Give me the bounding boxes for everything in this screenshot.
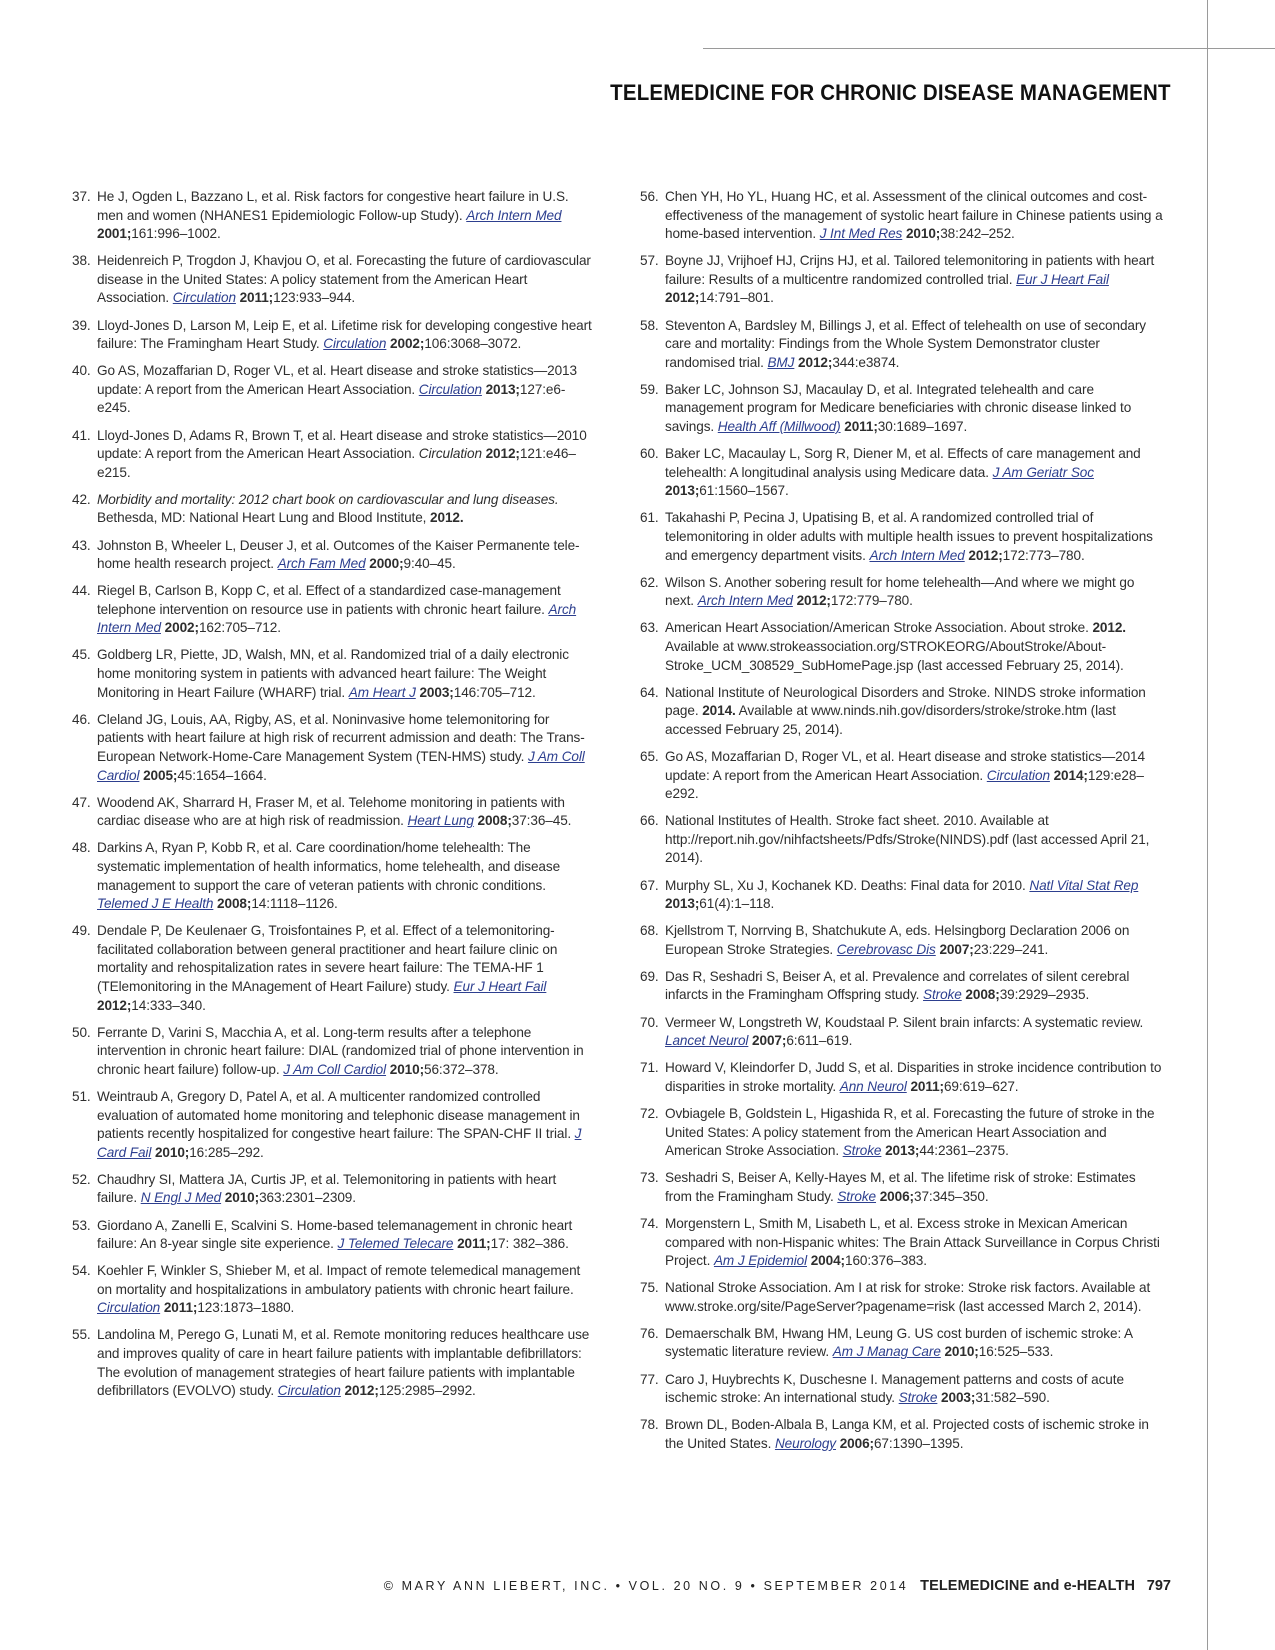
reference-text: Caro J, Huybrechts K, Duschesne I. Management patterns and costs of acute ischemic stroke: An international study.: [665, 1371, 1124, 1406]
reference-number: 64.: [640, 684, 659, 700]
reference-text: Boyne JJ, Vrijhoef HJ, Crijns HJ, et al. Tailored telemonitoring in patients with heart failure: Results of a multicentre randomized controlled trial.: [665, 253, 1155, 287]
reference-year: 2010;: [905, 226, 941, 242]
reference-text: 162:705–712.: [198, 620, 281, 636]
journal-link[interactable]: Telemed J E Health: [97, 896, 214, 912]
reference-number: 50.: [72, 1024, 91, 1040]
reference-number: 47.: [72, 794, 91, 810]
reference-year: 2014.: [702, 703, 736, 719]
journal-link[interactable]: J Am Coll Cardiol: [97, 748, 585, 783]
reference-year: 2012;: [665, 290, 700, 306]
reference-number: 63.: [640, 620, 659, 636]
reference-text: Riegel B, Carlson B, Kopp C, et al. Effect of a standardized case-management telephone intervention on resource use in patients with chronic heart failure.: [97, 583, 561, 617]
reference-text: Heidenreich P, Trogdon J, Khavjou O, et al. Forecasting the future of cardiovascular disease in the United States: A policy statement from the American Heart Association.: [97, 253, 591, 306]
reference-text: Go AS, Mozaffarian D, Roger VL, et al. Heart disease and stroke statistics—2014 update: A report from the American Heart Association.: [665, 748, 1145, 783]
reference-text: 67:1390–1395.: [873, 1435, 964, 1451]
reference-text: 61:1560–1567.: [699, 483, 789, 499]
reference-text: Takahashi P, Pecina J, Upatising B, et al. A randomized controlled trial of telemonitoring in older adults with multiple health issues to prevent hospitalizations and emergency department visits.: [665, 510, 1153, 563]
reference-item: [640, 748, 1164, 804]
reference-number: 74.: [640, 1215, 659, 1231]
reference-year: 2011;: [844, 419, 878, 435]
reference-text: Cleland JG, Louis, AA, Rigby, AS, et al. Noninvasive home telemonitoring for patients with heart failure at high risk of recurrent admission and death: The Trans-European Network-Home-Care Management System (TEN-HMS) study.: [97, 711, 585, 764]
reference-item: [72, 794, 596, 831]
reference-number: 48.: [72, 840, 91, 856]
reference-item: [72, 491, 596, 528]
reference-text: 129:e28–e292.: [665, 767, 1144, 802]
reference-text: Go AS, Mozaffarian D, Roger VL, et al. Heart disease and stroke statistics—2013 update: A report from the American Heart Association.: [97, 363, 577, 397]
reference-text: 160:376–383.: [844, 1253, 927, 1269]
reference-text: Lloyd-Jones D, Adams R, Brown T, et al. Heart disease and stroke statistics—2010 update: A report from the American Heart Association.: [97, 427, 587, 462]
reference-text: 61(4):1–118.: [699, 896, 775, 912]
reference-text: Ovbiagele B, Goldstein L, Higashida R, et al. Forecasting the future of stroke in the United States: A policy statement from the American Heart Association and American Stroke Association.: [665, 1105, 1155, 1159]
reference-text: 17: 382–386.: [490, 1236, 569, 1252]
reference-item: [640, 1105, 1164, 1161]
reference-number: 78.: [640, 1417, 659, 1433]
reference-text: 127:e6-e245.: [97, 381, 566, 416]
reference-item: [640, 968, 1164, 1005]
journal-link[interactable]: Stroke: [837, 1188, 877, 1204]
journal-link[interactable]: Circulation: [418, 381, 482, 397]
reference-text: 6:611–619.: [786, 1033, 853, 1049]
reference-item: [640, 922, 1164, 959]
reference-number: 54.: [72, 1263, 91, 1279]
reference-text: Lloyd-Jones D, Larson M, Leip E, et al. Lifetime risk for developing congestive heart failure: The Framingham Heart Study.: [97, 317, 592, 352]
reference-year: 2007;: [939, 941, 974, 957]
journal-link[interactable]: Heart Lung: [407, 813, 474, 829]
reference-text: 30:1689–1697.: [877, 419, 968, 435]
reference-text: 9:40–45.: [403, 556, 456, 572]
reference-text: 121:e46–e215.: [97, 446, 576, 480]
reference-year: 2004;: [810, 1253, 845, 1269]
reference-text: 106:3068–3072.: [424, 336, 522, 352]
reference-item: [640, 1059, 1164, 1096]
reference-text: Woodend AK, Sharrard H, Fraser M, et al. Telehome monitoring in patients with cardiac disease who are at high risk of readmission.: [97, 794, 565, 829]
reference-year: 2013;: [485, 381, 520, 397]
reference-item: [640, 1279, 1164, 1316]
reference-year: 2013;: [885, 1143, 920, 1159]
reference-text: 39:2929–2935.: [999, 987, 1090, 1003]
reference-year: 2011;: [457, 1236, 491, 1252]
reference-number: 77.: [640, 1371, 659, 1387]
journal-link[interactable]: Circulation: [277, 1383, 341, 1399]
reference-text: 172:779–780.: [830, 593, 913, 609]
reference-text: Weintraub A, Gregory D, Patel A, et al. A multicenter randomized controlled evaluation of automated home monitoring and telephonic disease management in patients recently hospitalized for congestive heart failure: The SPAN-CHF II trial.: [97, 1088, 580, 1142]
reference-year: 2011;: [239, 290, 274, 306]
reference-text: Chen YH, Ho YL, Huang HC, et al. Assessment of the clinical outcomes and cost-effectiveness of the management of systolic heart failure in Chinese patients using a home-based intervention.: [665, 189, 1163, 242]
reference-year: 2003;: [941, 1390, 976, 1406]
reference-year: 2002;: [164, 620, 199, 636]
journal-link[interactable]: J Am Coll Cardiol: [283, 1061, 387, 1077]
reference-item: [640, 509, 1164, 565]
reference-text: National Institutes of Health. Stroke fact sheet. 2010. Available at http://report.nih.gov/nihfactsheets/Pdfs/Stroke(NINDS).pdf (last accessed April 21, 2014).: [665, 813, 1150, 866]
reference-text: Chaudhry SI, Mattera JA, Curtis JP, et al. Telemonitoring in patients with heart failure.: [97, 1171, 557, 1206]
reference-text: Landolina M, Perego G, Lunati M, et al. Remote monitoring reduces healthcare use and improves quality of care in heart failure patients with implantable defibrillators: The evolution of management strategies of heart failure patients with implantable defibrillators (EVOLVO) study.: [97, 1327, 590, 1399]
reference-text: Demaerschalk BM, Hwang HM, Leung G. US cost burden of ischemic stroke: A systematic literature review.: [665, 1325, 1133, 1360]
reference-item: [72, 427, 596, 483]
journal-link[interactable]: Am J Epidemiol: [713, 1253, 808, 1269]
reference-text: 16:285–292.: [189, 1144, 264, 1160]
reference-text: 45:1654–1664.: [177, 767, 267, 783]
reference-number: 51.: [72, 1088, 91, 1104]
reference-year: 2010;: [224, 1190, 260, 1206]
reference-year: 2006;: [879, 1188, 914, 1204]
reference-item: [72, 711, 596, 785]
reference-text: Wilson S. Another sobering result for home telehealth—And where we might go next.: [665, 574, 1135, 609]
journal-link[interactable]: J Am Geriatr Soc: [992, 464, 1094, 480]
reference-text: Kjellstrom T, Norrving B, Shatchukute A, eds. Helsingborg Declaration 2006 on European Stroke Strategies.: [665, 923, 1130, 957]
journal-link[interactable]: Am Heart J: [348, 684, 416, 700]
reference-text: Brown DL, Boden-Albala B, Langa KM, et al. Projected costs of ischemic stroke in the United States.: [665, 1417, 1149, 1451]
journal-link[interactable]: Lancet Neurol: [665, 1033, 749, 1049]
journal-link[interactable]: BMJ: [767, 354, 795, 370]
references-column-left: [72, 188, 596, 1409]
reference-item: [640, 1169, 1164, 1206]
reference-number: 59.: [640, 381, 659, 397]
reference-year: 2014;: [1053, 767, 1088, 783]
reference-item: [72, 252, 596, 308]
journal-link[interactable]: Stroke: [842, 1143, 882, 1159]
reference-text: Seshadri S, Beiser A, Kelly-Hayes M, et al. The lifetime risk of stroke: Estimates from the Framingham Study.: [665, 1170, 1136, 1204]
reference-number: 69.: [640, 968, 659, 984]
reference-italic-text: Circulation: [418, 446, 482, 462]
reference-text: Howard V, Kleindorfer D, Judd S, et al. Disparities in stroke incidence contribution to disparities in stroke mortality.: [665, 1060, 1162, 1094]
journal-link[interactable]: Arch Intern Med: [466, 207, 562, 223]
reference-text: Bethesda, MD: National Heart Lung and Blood Institute,: [97, 510, 431, 526]
journal-link[interactable]: J Int Med Res: [819, 226, 903, 242]
reference-text: 14:791–801.: [699, 290, 774, 306]
reference-year: 2010;: [944, 1344, 979, 1360]
header-rule: [703, 48, 1275, 49]
reference-item: [72, 1088, 596, 1162]
reference-number: 67.: [640, 877, 659, 893]
reference-number: 38.: [72, 253, 91, 269]
reference-year: 2011;: [910, 1078, 944, 1094]
running-title: TELEMEDICINE FOR CHRONIC DISEASE MANAGEMENT: [610, 80, 1171, 105]
reference-item: [72, 582, 596, 638]
reference-item: [72, 839, 596, 913]
reference-year: 2012;: [344, 1383, 379, 1399]
reference-text: National Institute of Neurological Disorders and Stroke. NINDS stroke information page.: [665, 684, 1146, 719]
page-number: 797: [1146, 1578, 1171, 1594]
reference-number: 39.: [72, 317, 91, 333]
journal-link[interactable]: Eur J Heart Fail: [1016, 271, 1109, 287]
reference-item: [72, 188, 596, 244]
reference-text: 363:2301–2309.: [259, 1190, 356, 1206]
reference-number: 62.: [640, 574, 659, 590]
reference-text: 37:36–45.: [511, 813, 572, 829]
journal-link[interactable]: Circulation: [986, 767, 1050, 783]
reference-item: [640, 684, 1164, 740]
reference-year: 2011;: [163, 1300, 198, 1316]
reference-text: 125:2985–2992.: [378, 1383, 476, 1399]
reference-text: 37:345–350.: [914, 1188, 989, 1204]
reference-number: 61.: [640, 510, 659, 526]
reference-number: 49.: [72, 923, 91, 939]
reference-text: 123:933–944.: [273, 290, 356, 306]
reference-text: 123:1873–1880.: [197, 1300, 295, 1316]
reference-number: 70.: [640, 1014, 659, 1030]
journal-link[interactable]: Ann Neurol: [839, 1078, 907, 1094]
reference-year: 2013;: [665, 483, 700, 499]
journal-link[interactable]: Arch Intern Med: [697, 593, 793, 609]
reference-number: 66.: [640, 813, 659, 829]
reference-text: American Heart Association/American Stroke Association. About stroke.: [665, 620, 1093, 636]
reference-text: Steventon A, Bardsley M, Billings J, et al. Effect of telehealth on use of secondary care and mortality: Findings from the Whole System Demonstrator cluster randomised trial.: [665, 317, 1147, 370]
journal-link[interactable]: Arch Intern Med: [97, 601, 577, 636]
reference-item: [640, 574, 1164, 611]
reference-text: Available at www.ninds.nih.gov/disorders/stroke/stroke.htm (last accessed February 25, 2014).: [665, 703, 1116, 737]
reference-text: 44:2361–2375.: [919, 1143, 1009, 1159]
reference-text: Koehler F, Winkler S, Shieber M, et al. Impact of remote telemedical management on mortality and hospitalizations in ambulatory patients with chronic heart failure.: [97, 1263, 581, 1297]
reference-text: Baker LC, Macaulay L, Sorg R, Diener M, et al. Effects of care management and telehealth: A longitudinal analysis using Medicare data.: [665, 446, 1141, 480]
reference-item: [640, 317, 1164, 373]
reference-text: Giordano A, Zanelli E, Scalvini S. Home-based telemanagement in chronic heart failure: An 8-year single site experience.: [97, 1217, 573, 1252]
journal-link[interactable]: Stroke: [923, 987, 962, 1003]
reference-year: 2007;: [752, 1033, 787, 1049]
reference-number: 46.: [72, 711, 91, 727]
reference-item: [640, 1325, 1164, 1362]
reference-item: [640, 1371, 1164, 1408]
reference-text: 14:333–340.: [131, 997, 206, 1013]
journal-link[interactable]: Neurology: [774, 1435, 836, 1451]
reference-year: 2010;: [154, 1144, 190, 1160]
reference-number: 42.: [72, 491, 91, 507]
reference-item: [72, 1326, 596, 1400]
reference-item: [72, 362, 596, 418]
reference-number: 43.: [72, 537, 91, 553]
reference-number: 40.: [72, 363, 91, 379]
journal-link[interactable]: Arch Fam Med: [277, 556, 366, 572]
reference-text: 146:705–712.: [453, 684, 536, 700]
reference-number: 60.: [640, 446, 659, 462]
reference-item: [640, 445, 1164, 501]
reference-text: Goldberg LR, Piette, JD, Walsh, MN, et al. Randomized trial of a daily electronic home monitoring system in patients with advanced heart failure: The Weight Monitoring in Heart Failure (WHARF) trial.: [97, 647, 569, 700]
page-edge-rule: [1207, 0, 1208, 1650]
reference-number: 45.: [72, 647, 91, 663]
reference-number: 44.: [72, 583, 91, 599]
reference-text: 14:1118–1126.: [251, 896, 338, 912]
journal-link[interactable]: Am J Manag Care: [832, 1344, 941, 1360]
reference-text: Darkins A, Ryan P, Kobb R, et al. Care coordination/home telehealth: The systematic implementation of health informatics, home telehealth, and disease management to support the care of veteran patients with chronic conditions.: [97, 840, 561, 893]
reference-text: Dendale P, De Keulenaer G, Troisfontaines P, et al. Effect of a telemonitoring-facilitated collaboration between general practitioner and heart failure clinic on mortality and rehospitalization rates in severe heart failure: The TEMA-HF 1 (TElemonitoring in the MAnagement of Heart Failure) study.: [97, 923, 558, 994]
reference-italic-text: Morbidity and mortality: 2012 chart book on cardiovascular and lung diseases.: [97, 491, 559, 507]
journal-link[interactable]: N Engl J Med: [140, 1190, 222, 1206]
reference-text: Ferrante D, Varini S, Macchia A, et al. Long-term results after a telephone intervention in chronic heart failure: DIAL (randomized trial of phone intervention in chronic heart failure) follow-up.: [97, 1024, 584, 1077]
reference-year: 2000;: [369, 556, 404, 572]
reference-text: Das R, Seshadri S, Beiser A, et al. Prevalence and correlates of silent cerebral infarcts in the Framingham Offspring study.: [665, 968, 1130, 1003]
reference-text: National Stroke Association. Am I at risk for stroke: Stroke risk factors. Available at www.stroke.org/site/PageServer?pagename=risk (last accessed March 2, 2014).: [665, 1280, 1151, 1314]
reference-item: [72, 922, 596, 1015]
references-column-right: [640, 188, 1164, 1462]
page-footer: [384, 1578, 1171, 1594]
reference-year: 2012;: [97, 997, 132, 1013]
reference-text: Baker LC, Johnson SJ, Macaulay D, et al. Integrated telehealth and care management program for Medicare beneficiaries with chronic disease linked to savings.: [665, 381, 1132, 435]
journal-link[interactable]: Arch Intern Med: [869, 547, 965, 563]
reference-number: 73.: [640, 1170, 659, 1186]
reference-text: 161:996–1002.: [131, 226, 221, 242]
reference-text: Murphy SL, Xu J, Kochanek KD. Deaths: Final data for 2010.: [665, 877, 1030, 893]
reference-number: 53.: [72, 1217, 91, 1233]
reference-text: 172:773–780.: [1002, 547, 1085, 563]
reference-item: [72, 1262, 596, 1318]
journal-link[interactable]: Stroke: [898, 1390, 938, 1406]
reference-item: [640, 812, 1164, 868]
reference-item: [72, 1024, 596, 1080]
reference-year: 2012.: [1092, 620, 1126, 636]
reference-item: [640, 252, 1164, 308]
journal-link[interactable]: Natl Vital Stat Rep: [1029, 877, 1139, 893]
reference-item: [72, 537, 596, 574]
reference-year: 2002;: [390, 336, 425, 352]
reference-year: 2006;: [839, 1435, 874, 1451]
reference-number: 41.: [72, 427, 91, 443]
journal-link[interactable]: J Telemed Telecare: [337, 1236, 454, 1252]
reference-item: [640, 1215, 1164, 1271]
footer-journal: TELEMEDICINE and e-HEALTH: [920, 1578, 1136, 1594]
journal-link[interactable]: J Card Fail: [97, 1126, 582, 1160]
reference-text: 31:582–590.: [975, 1390, 1050, 1406]
reference-text: 23:229–241.: [973, 941, 1049, 957]
journal-link[interactable]: Circulation: [172, 290, 236, 306]
reference-text: 56:372–378.: [424, 1061, 499, 1077]
reference-text: He J, Ogden L, Bazzano L, et al. Risk factors for congestive heart failure in U.S. men and women (NHANES1 Epidemiologic Follow-up Study).: [97, 189, 569, 223]
reference-year: 2013;: [665, 896, 700, 912]
reference-number: 58.: [640, 317, 659, 333]
reference-number: 57.: [640, 253, 659, 269]
reference-number: 75.: [640, 1280, 659, 1296]
reference-item: [72, 1171, 596, 1208]
reference-number: 65.: [640, 748, 659, 764]
reference-year: 2005;: [143, 767, 178, 783]
reference-number: 52.: [72, 1171, 91, 1187]
reference-number: 76.: [640, 1325, 659, 1341]
reference-year: 2008;: [477, 813, 512, 829]
journal-link[interactable]: Cerebrovasc Dis: [836, 941, 936, 957]
reference-number: 55.: [72, 1327, 91, 1343]
journal-link[interactable]: Circulation: [323, 336, 387, 352]
reference-year: 2008;: [217, 896, 252, 912]
reference-number: 72.: [640, 1105, 659, 1121]
reference-text: Available at www.strokeassociation.org/STROKEORG/AboutStroke/About-Stroke_UCM_308529_SubHomePage.jsp (last accessed February 25, 2014).: [665, 638, 1124, 673]
reference-year: 2012;: [968, 547, 1003, 563]
reference-year: 2012.: [430, 510, 464, 526]
reference-item: [640, 1014, 1164, 1051]
journal-link[interactable]: Health Aff (Millwood): [717, 419, 841, 435]
footer-publisher: © MARY ANN LIEBERT, INC. • VOL. 20 NO. 9 • SEPTEMBER 2014: [383, 1579, 909, 1593]
reference-number: 71.: [640, 1060, 659, 1076]
reference-item: [72, 1217, 596, 1254]
reference-item: [640, 188, 1164, 244]
reference-item: [640, 619, 1164, 675]
reference-number: 56.: [640, 189, 659, 204]
reference-number: 37.: [72, 189, 91, 204]
reference-text: Morgenstern L, Smith M, Lisabeth L, et al. Excess stroke in Mexican American compared with non-Hispanic whites: The Brain Attack Surveillance in Corpus Christi Project.: [665, 1215, 1160, 1269]
reference-year: 2012;: [798, 354, 833, 370]
reference-number: 68.: [640, 923, 659, 939]
reference-year: 2012;: [796, 593, 831, 609]
reference-year: 2010;: [389, 1061, 425, 1077]
reference-item: [640, 877, 1164, 914]
reference-text: 38:242–252.: [940, 226, 1015, 242]
reference-text: 69:619–627.: [943, 1078, 1019, 1094]
reference-item: [640, 381, 1164, 437]
reference-text: Johnston B, Wheeler L, Deuser J, et al. Outcomes of the Kaiser Permanente tele-home health research project.: [97, 537, 580, 572]
reference-year: 2003;: [419, 684, 454, 700]
reference-item: [72, 646, 596, 702]
reference-text: Vermeer W, Longstreth W, Koudstaal P. Silent brain infarcts: A systematic review.: [665, 1014, 1144, 1030]
reference-year: 2001;: [97, 226, 132, 242]
journal-link[interactable]: Circulation: [97, 1300, 161, 1316]
reference-item: [640, 1416, 1164, 1453]
reference-text: 344:e3874.: [832, 354, 900, 370]
journal-link[interactable]: Eur J Heart Fail: [453, 978, 547, 994]
reference-year: 2008;: [965, 987, 1000, 1003]
reference-item: [72, 317, 596, 354]
reference-year: 2012;: [485, 446, 520, 462]
reference-text: 16:525–533.: [978, 1344, 1054, 1360]
